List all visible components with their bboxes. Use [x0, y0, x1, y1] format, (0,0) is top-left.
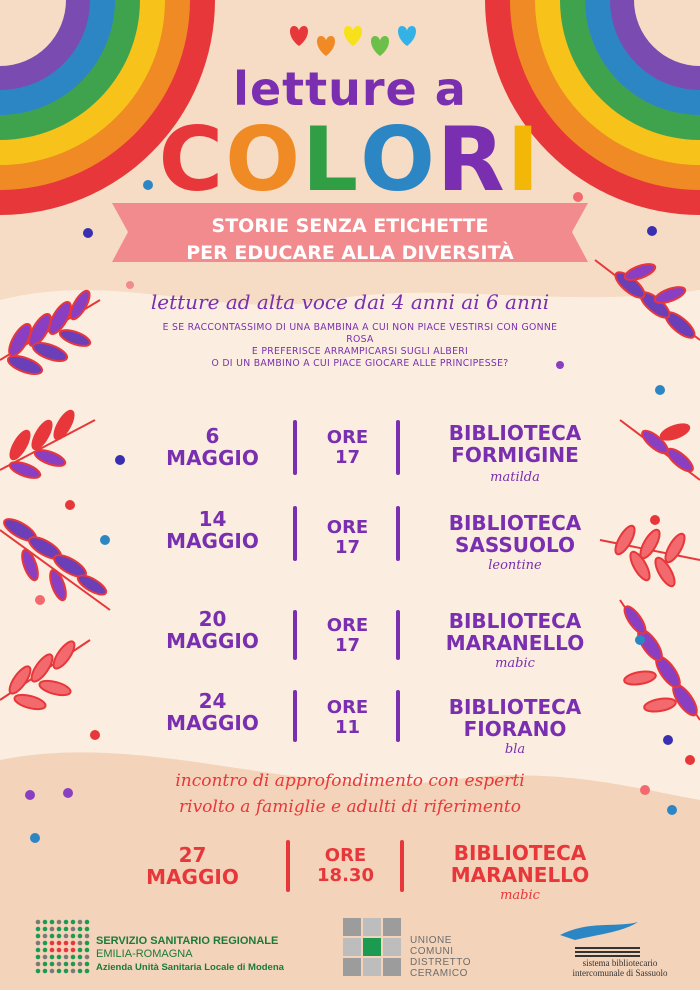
asl-line1: SERVIZIO SANITARIO REGIONALE [96, 935, 279, 947]
event-venue-line2: MARANELLO [450, 863, 590, 887]
event-day: 20 [198, 607, 227, 631]
expert-note [0, 768, 700, 820]
event-venue [420, 842, 620, 886]
logo-dot [64, 969, 69, 974]
logo-dot [57, 934, 62, 939]
divider [396, 420, 400, 475]
logo-dot [36, 948, 41, 953]
union-line4: CERAMICO [410, 968, 468, 979]
event-date [130, 844, 255, 888]
event-venue-line2: MARANELLO [445, 631, 585, 655]
union-logo [343, 918, 401, 976]
intro-line1: E SE RACCONTASSIMO DI UNA BAMBINA A CUI NON PIACE VESTIRSI CON GONNE ROSA [162, 322, 558, 345]
event-hour: 17 [334, 635, 361, 656]
logo-dot [50, 962, 55, 967]
logo-dot [57, 927, 62, 932]
expert-note-line2: rivolto a famiglie e adulti di riferimento [179, 797, 521, 817]
event-row [0, 420, 700, 500]
event-venue [415, 512, 615, 556]
logo-dot [36, 934, 41, 939]
event-venue-line2: FIORANO [463, 717, 567, 741]
event-row [0, 508, 700, 588]
logo-dot [71, 920, 76, 925]
logo-dot [50, 927, 55, 932]
intro-text [150, 322, 570, 370]
divider [396, 506, 400, 561]
divider [293, 690, 297, 742]
event-venue-sub: bla [504, 742, 526, 757]
logo-dot [78, 941, 83, 946]
logo-dot [85, 955, 90, 960]
logo-dot [64, 934, 69, 939]
asl-line2: EMILIA-ROMAGNA [96, 948, 193, 960]
event-day: 6 [205, 424, 220, 448]
heart-icon [344, 26, 362, 46]
title-letter: I [506, 108, 542, 211]
logo-dot [78, 962, 83, 967]
logo-dot [57, 948, 62, 953]
divider [293, 610, 297, 660]
logo-dot [36, 927, 41, 932]
union-line2: COMUNI [410, 946, 454, 957]
divider [396, 690, 400, 742]
event-date [150, 508, 275, 552]
event-month: MAGGIO [166, 711, 259, 735]
event-date [150, 690, 275, 734]
event-ore: ORE [326, 517, 369, 538]
divider [286, 840, 290, 892]
expert-note-line1: incontro di approfondimento con esperti [175, 771, 525, 791]
event-day: 14 [198, 507, 227, 531]
footer-library-system [555, 958, 685, 978]
logo-dot [36, 941, 41, 946]
logo-dot [43, 920, 48, 925]
title-colori [0, 108, 700, 211]
logo-dot [50, 955, 55, 960]
footer-union [410, 935, 510, 979]
title-letter: O [360, 108, 437, 211]
title-letter: L [302, 108, 361, 211]
event-venue [415, 696, 615, 740]
event-venue-line1: BIBLIOTECA [453, 841, 587, 865]
logo-dot [64, 962, 69, 967]
event-hour: 18.30 [317, 865, 374, 886]
asl-line3: Azienda Unità Sanitaria Locale di Modena [96, 962, 284, 973]
banner-line1: STORIE SENZA ETICHETTE [211, 215, 489, 237]
logo-dot [43, 927, 48, 932]
event-month: MAGGIO [146, 865, 239, 889]
logo-dot [57, 920, 62, 925]
event-ore: ORE [326, 697, 369, 718]
event-venue-line2: FORMIGINE [451, 443, 579, 467]
event-date [150, 425, 275, 469]
event-row [0, 690, 700, 770]
logo-dot [50, 941, 55, 946]
logo-dot [36, 920, 41, 925]
logo-dot [43, 962, 48, 967]
heart-icon [398, 26, 416, 46]
event-venue-sub: matilda [490, 470, 540, 485]
final-event-row [0, 840, 700, 920]
intro-line2: E PREFERISCE ARRAMPICARSI SUGLI ALBERI [251, 346, 469, 357]
divider [293, 420, 297, 475]
event-month: MAGGIO [166, 446, 259, 470]
logo-dot [57, 962, 62, 967]
heart-icon [290, 26, 308, 46]
banner-line2: PER EDUCARE ALLA DIVERSITÀ [186, 242, 514, 264]
logo-dot [78, 934, 83, 939]
event-venue [415, 610, 615, 654]
logo-dot [36, 955, 41, 960]
event-venue-line1: BIBLIOTECA [448, 421, 582, 445]
event-venue-line1: BIBLIOTECA [448, 695, 582, 719]
banner-text [140, 213, 560, 267]
logo-dot [71, 927, 76, 932]
event-day: 24 [198, 689, 227, 713]
logo-dot [43, 969, 48, 974]
event-row [0, 608, 700, 688]
logo-dot [85, 962, 90, 967]
divider [293, 506, 297, 561]
logo-dot [50, 969, 55, 974]
logo-dot [43, 941, 48, 946]
event-ore: ORE [326, 427, 369, 448]
logo-dot [85, 934, 90, 939]
event-month: MAGGIO [166, 529, 259, 553]
logo-dot [64, 955, 69, 960]
logo-dot [71, 969, 76, 974]
event-hour: 17 [334, 447, 361, 468]
union-line1: UNIONE [410, 935, 452, 946]
event-venue-line2: SASSUOLO [454, 533, 576, 557]
logo-dot [64, 941, 69, 946]
logo-dot [71, 934, 76, 939]
event-venue-sub: leontine [488, 558, 542, 573]
event-venue [415, 422, 615, 466]
logo-dot [85, 927, 90, 932]
logo-dot [78, 927, 83, 932]
title-letter: C [158, 108, 226, 211]
event-month: MAGGIO [166, 629, 259, 653]
heart-icon [371, 36, 389, 56]
logo-dot [85, 969, 90, 974]
event-venue-sub: mabic [500, 888, 540, 903]
logo-dot [64, 920, 69, 925]
title-letter: O [225, 108, 302, 211]
logo-dot [36, 969, 41, 974]
event-time [305, 616, 390, 656]
library-system-line1: sistema bibliotecario [582, 958, 658, 968]
title-line1: letture a [233, 62, 467, 116]
logo-dot [71, 955, 76, 960]
event-day: 27 [178, 843, 207, 867]
heart-icon [317, 36, 335, 56]
logo-dot [36, 962, 41, 967]
logo-dot [71, 948, 76, 953]
logo-dot [78, 948, 83, 953]
logo-dot [50, 948, 55, 953]
logo-dot [43, 948, 48, 953]
event-date [150, 608, 275, 652]
library-system-line2: intercomunale di Sassuolo [572, 968, 668, 978]
logo-dot [78, 969, 83, 974]
logo-dot [50, 934, 55, 939]
event-hour: 11 [334, 717, 361, 738]
logo-dot [57, 955, 62, 960]
title-letter: R [436, 108, 507, 211]
intro-line3: O DI UN BAMBINO A CUI PIACE GIOCARE ALLE PRINCIPESSE? [211, 358, 509, 369]
union-line3: DISTRETTO [410, 957, 471, 968]
logo-dot [85, 941, 90, 946]
event-time [305, 518, 390, 558]
subtitle: letture ad alta voce dai 4 anni ai 6 anni [150, 290, 550, 314]
asl-logo [34, 918, 94, 976]
logo-dot [43, 955, 48, 960]
logo-dot [71, 962, 76, 967]
hearts [280, 20, 425, 65]
logo-dot [57, 941, 62, 946]
logo-dot [85, 920, 90, 925]
event-time [305, 698, 390, 738]
event-time [298, 846, 393, 886]
logo-dot [85, 948, 90, 953]
event-ore: ORE [326, 615, 369, 636]
event-hour: 17 [334, 537, 361, 558]
logo-dot [78, 955, 83, 960]
logo-dot [64, 927, 69, 932]
event-venue-line1: BIBLIOTECA [448, 609, 582, 633]
event-ore: ORE [324, 845, 367, 866]
logo-dot [78, 920, 83, 925]
footer-asl [96, 935, 316, 974]
event-venue-sub: mabic [495, 656, 535, 671]
event-venue-line1: BIBLIOTECA [448, 511, 582, 535]
divider [396, 610, 400, 660]
divider [400, 840, 404, 892]
event-time [305, 428, 390, 468]
logo-dot [71, 941, 76, 946]
logo-dot [64, 948, 69, 953]
logo-dot [57, 969, 62, 974]
logo-dot [50, 920, 55, 925]
logo-dot [43, 934, 48, 939]
